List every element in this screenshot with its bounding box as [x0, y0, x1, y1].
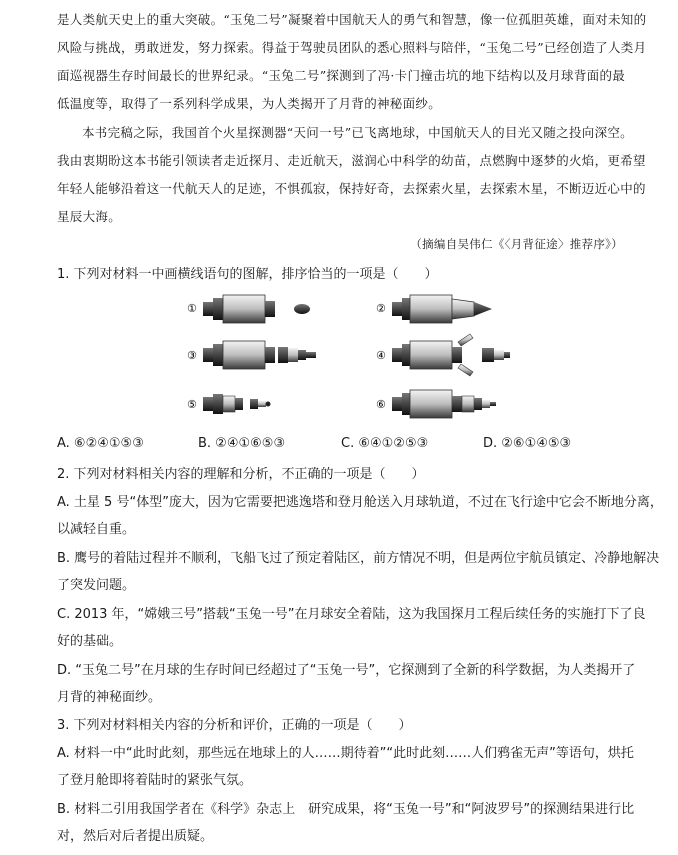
rocket-diagram-5: [203, 394, 271, 414]
rocket-diagram-6: [392, 390, 496, 418]
rocket-separation-figure: [0, 290, 678, 430]
rocket-diagram-1: [203, 295, 310, 323]
figure-label-3: ③: [187, 349, 197, 362]
q2-option-d-cont: 月背的神秘面纱。: [57, 690, 162, 705]
rocket-diagram-2: [392, 295, 492, 323]
q2-option-b[interactable]: B. 鹰号的着陆过程并不顺利，飞船飞过了预定着陆区，前方情况不明，但是两位宇航员镇定、冷静地解决: [57, 551, 660, 566]
rocket-diagram-3: [203, 341, 316, 369]
figure-label-2: ②: [376, 302, 386, 315]
q2-option-c-cont: 好的基础。: [57, 634, 123, 649]
q1-option-d[interactable]: D. ②⑥①④⑤③: [483, 436, 572, 451]
figure-label-4: ④: [376, 349, 386, 362]
q3-option-b[interactable]: B. 材料二引用我国学者在《科学》杂志上 研究成果，将“玉兔一号”和“阿波罗号”的探测结果进行比: [57, 802, 635, 817]
passage-line: 风险与挑战，勇敢迸发，努力探索。得益于驾驶员团队的悉心照料与陪伴，“玉兔二号”已经创造了人类月: [57, 40, 647, 55]
q3-option-a-cont: 了登月舱即将着陆时的紧张气氛。: [57, 773, 253, 788]
rocket-diagram-4: [392, 334, 510, 376]
q1-option-c[interactable]: C. ⑥④①②⑤③: [341, 436, 429, 451]
citation: （摘编自吴伟仁《〈月背征途〉推荐序》）: [410, 237, 623, 251]
q1-option-a[interactable]: A. ⑥②④①⑤③: [57, 436, 144, 451]
passage-line: 低温度等，取得了一系列科学成果，为人类揭开了月背的神秘面纱。: [57, 96, 442, 111]
passage-line: 我由衷期盼这本书能引领读者走近探月、走近航天，滋润心中科学的幼苗，点燃胸中逐梦的火焰，更希望: [57, 153, 646, 168]
passage-line: 年轻人能够沿着这一代航天人的足迹，不惧孤寂，保持好奇，去探索火星，去探索木星，不断迈近心中的: [57, 181, 646, 196]
q1-option-b[interactable]: B. ②④①⑥⑤③: [198, 436, 286, 451]
figure-label-1: ①: [187, 302, 197, 315]
question-2-stem: 2. 下列对材料相关内容的理解和分析，不正确的一项是（ ）: [57, 467, 425, 482]
figure-label-6: ⑥: [376, 398, 386, 411]
passage-line: 面巡视器生存时间最长的世界纪录。“玉兔二号”探测到了冯·卡门撞击坑的地下结构以及月球背面的最: [57, 68, 626, 83]
q2-option-a[interactable]: A. 土星 5 号“体型”庞大，因为它需要把逃逸塔和登月舱送入月球轨道，不过在飞行途中它会不断地分离，: [57, 495, 663, 510]
passage-line: 本书完稿之际，我国首个火星探测器“天问一号”已飞离地球，中国航天人的目光又随之投向深空。: [82, 125, 633, 140]
passage-line: 是人类航天史上的重大突破。“玉兔二号”凝聚着中国航天人的勇气和智慧，像一位孤胆英雄，面对未知的: [57, 12, 647, 27]
question-1-stem: 1. 下列对材料一中画横线语句的图解，排序恰当的一项是（ ）: [57, 267, 438, 282]
q2-option-a-cont: 以减轻自重。: [57, 522, 136, 537]
q3-option-b-cont: 对，然后对后者提出质疑。: [57, 829, 214, 844]
figure-label-5: ⑤: [187, 398, 197, 411]
passage-line: 星辰大海。: [57, 209, 122, 224]
q2-option-d[interactable]: D. “玉兔二号”在月球的生存时间已经超过了“玉兔一号”，它探测到了全新的科学数据，为人类揭开了: [57, 663, 636, 678]
q3-option-a[interactable]: A. 材料一中“此时此刻，那些远在地球上的人……期待着”“此时此刻……人们鸦雀无声”等语句，烘托: [57, 746, 634, 761]
q2-option-b-cont: 了突发问题。: [57, 578, 136, 593]
question-3-stem: 3. 下列对材料相关内容的分析和评价，正确的一项是（ ）: [57, 718, 412, 733]
q2-option-c[interactable]: C. 2013 年，“嫦娥三号”搭载“玉兔一号”在月球安全着陆，这为我国探月工程后续任务的实施打下了良: [57, 607, 646, 622]
